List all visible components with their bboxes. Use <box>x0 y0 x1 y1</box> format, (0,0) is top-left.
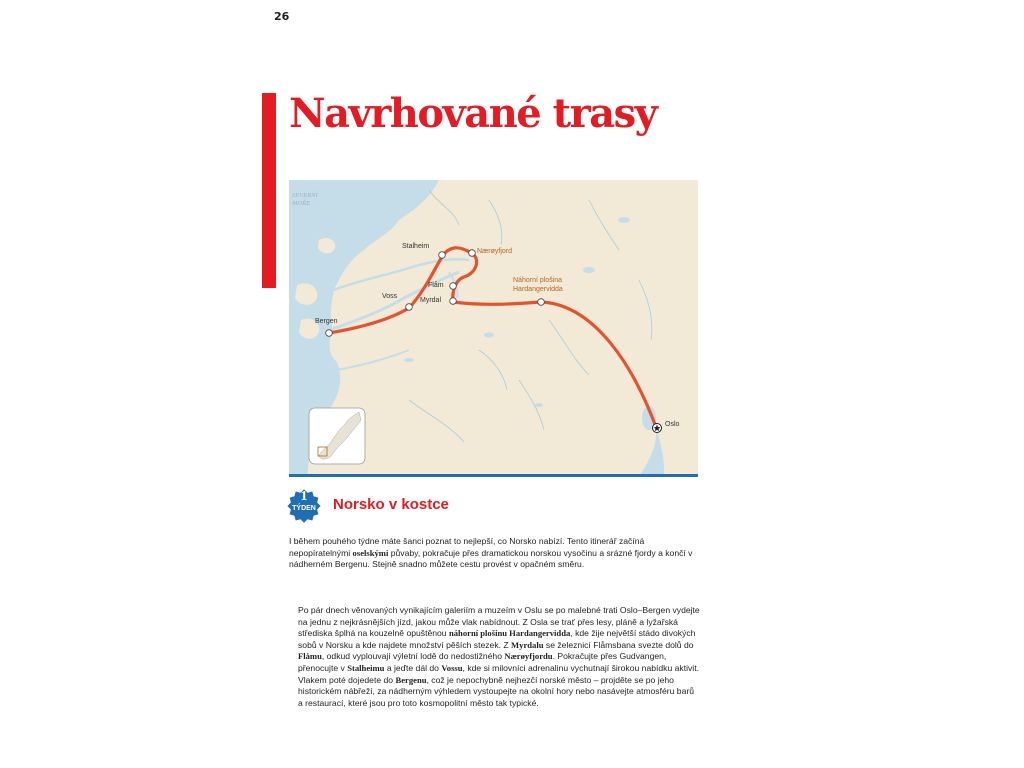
stop-voss <box>406 304 413 311</box>
route-map <box>289 180 698 477</box>
highlight-term: náhorní plošinu Hardangervidda <box>448 628 571 639</box>
highlight-term: Vossu <box>441 662 463 673</box>
lake <box>618 217 630 223</box>
sea-label: SEVERNÍ MOŘE <box>292 192 318 207</box>
itinerary-intro-paragraph: I během pouhého týdne máte šanci poznat to nejlepší, co Norsko nabízí. Tento itinerář začíná nepopíratelnými oselskými půvaby, pokračuje přes dramatickou norskou vysočinu a srázné fjordy a končí v nádherném Bergenu. Stejně snadno můžete cestu provést v opačném směru. <box>289 536 693 570</box>
place-label-hardangervidda: Náhorní plošina Hardangervidda <box>513 277 563 293</box>
place-label-voss: Voss <box>382 293 398 300</box>
stop-hardangervidda <box>538 299 545 306</box>
chapter-accent-bar <box>262 93 276 288</box>
place-label-bergen: Bergen <box>315 318 338 325</box>
highlight-term: Nærøyfjordu <box>504 651 553 662</box>
highlight-term: Bergenu <box>395 674 427 685</box>
highlight-term: oselskými <box>352 547 389 558</box>
place-label-stalheim: Stalheim <box>402 243 430 250</box>
place-label-naeroyfjord: Nærøyfjord <box>477 248 513 255</box>
highlight-term: Flåmu <box>298 651 322 662</box>
lake <box>484 333 494 338</box>
stop-myrdal <box>450 298 457 305</box>
highlight-term: Stalheimu <box>347 662 385 673</box>
map-graphic <box>289 180 698 477</box>
stop-flam <box>450 283 457 290</box>
lake <box>583 267 595 273</box>
page-number: 26 <box>274 10 290 23</box>
badge-word: TÝDEN <box>292 505 316 512</box>
duration-badge <box>283 485 325 527</box>
stop-stalheim <box>439 252 446 259</box>
itinerary-title: Norsko v kostce <box>333 496 449 513</box>
place-label-flam: Flåm <box>428 282 444 289</box>
highlight-term: Myrdalu <box>511 639 544 650</box>
page-title: Navrhované trasy <box>289 90 657 137</box>
place-label-oslo: Oslo <box>665 421 680 428</box>
stop-naeroyfjord <box>469 250 476 257</box>
stop-bergen <box>326 330 333 337</box>
badge-number: 1 <box>300 489 308 504</box>
lake <box>404 358 414 362</box>
place-label-myrdal: Myrdal <box>420 297 442 304</box>
map-bottom-rule <box>289 474 698 477</box>
itinerary-detail-paragraph: Po pár dnech věnovaných vynikajícím galeriím a muzeím v Oslu se po malebné trati Oslo–Bergen vydejte na jednu z nejkrásnějších jízd, jakou může vlak nabídnout. Z Osla se trať přes lesy, pláně a lyžařská střediska šplhá na kouzelně opuštěnou náhorní plošinu Hardangervidda, kde žije největší stádo divokých sobů v Norsku a kde najdete množství pěších stezek. Z Myrdalu se železnicí Flåmsbana svezte dolů do Flåmu, odkud vyplouvají výletní lodě do nedostižného Nærøyfjordu. Pokračujte přes Gudvangen, přenocujte v Stalheimu a jeďte dál do Vossu, kde si milovníci adrenalinu vychutnají širokou nabídku aktivit. Vlakem poté dojedete do Bergenu, což je nepochybně nejhezčí norské město – projděte se po jeho historickém nábřeží, za nádherným výhledem vystoupejte na okolní hory nebo nasávejte atmosféru barů a restaurací, které jsou pro toto kosmopolitní město tak typické. <box>298 605 700 708</box>
lake <box>535 403 543 407</box>
